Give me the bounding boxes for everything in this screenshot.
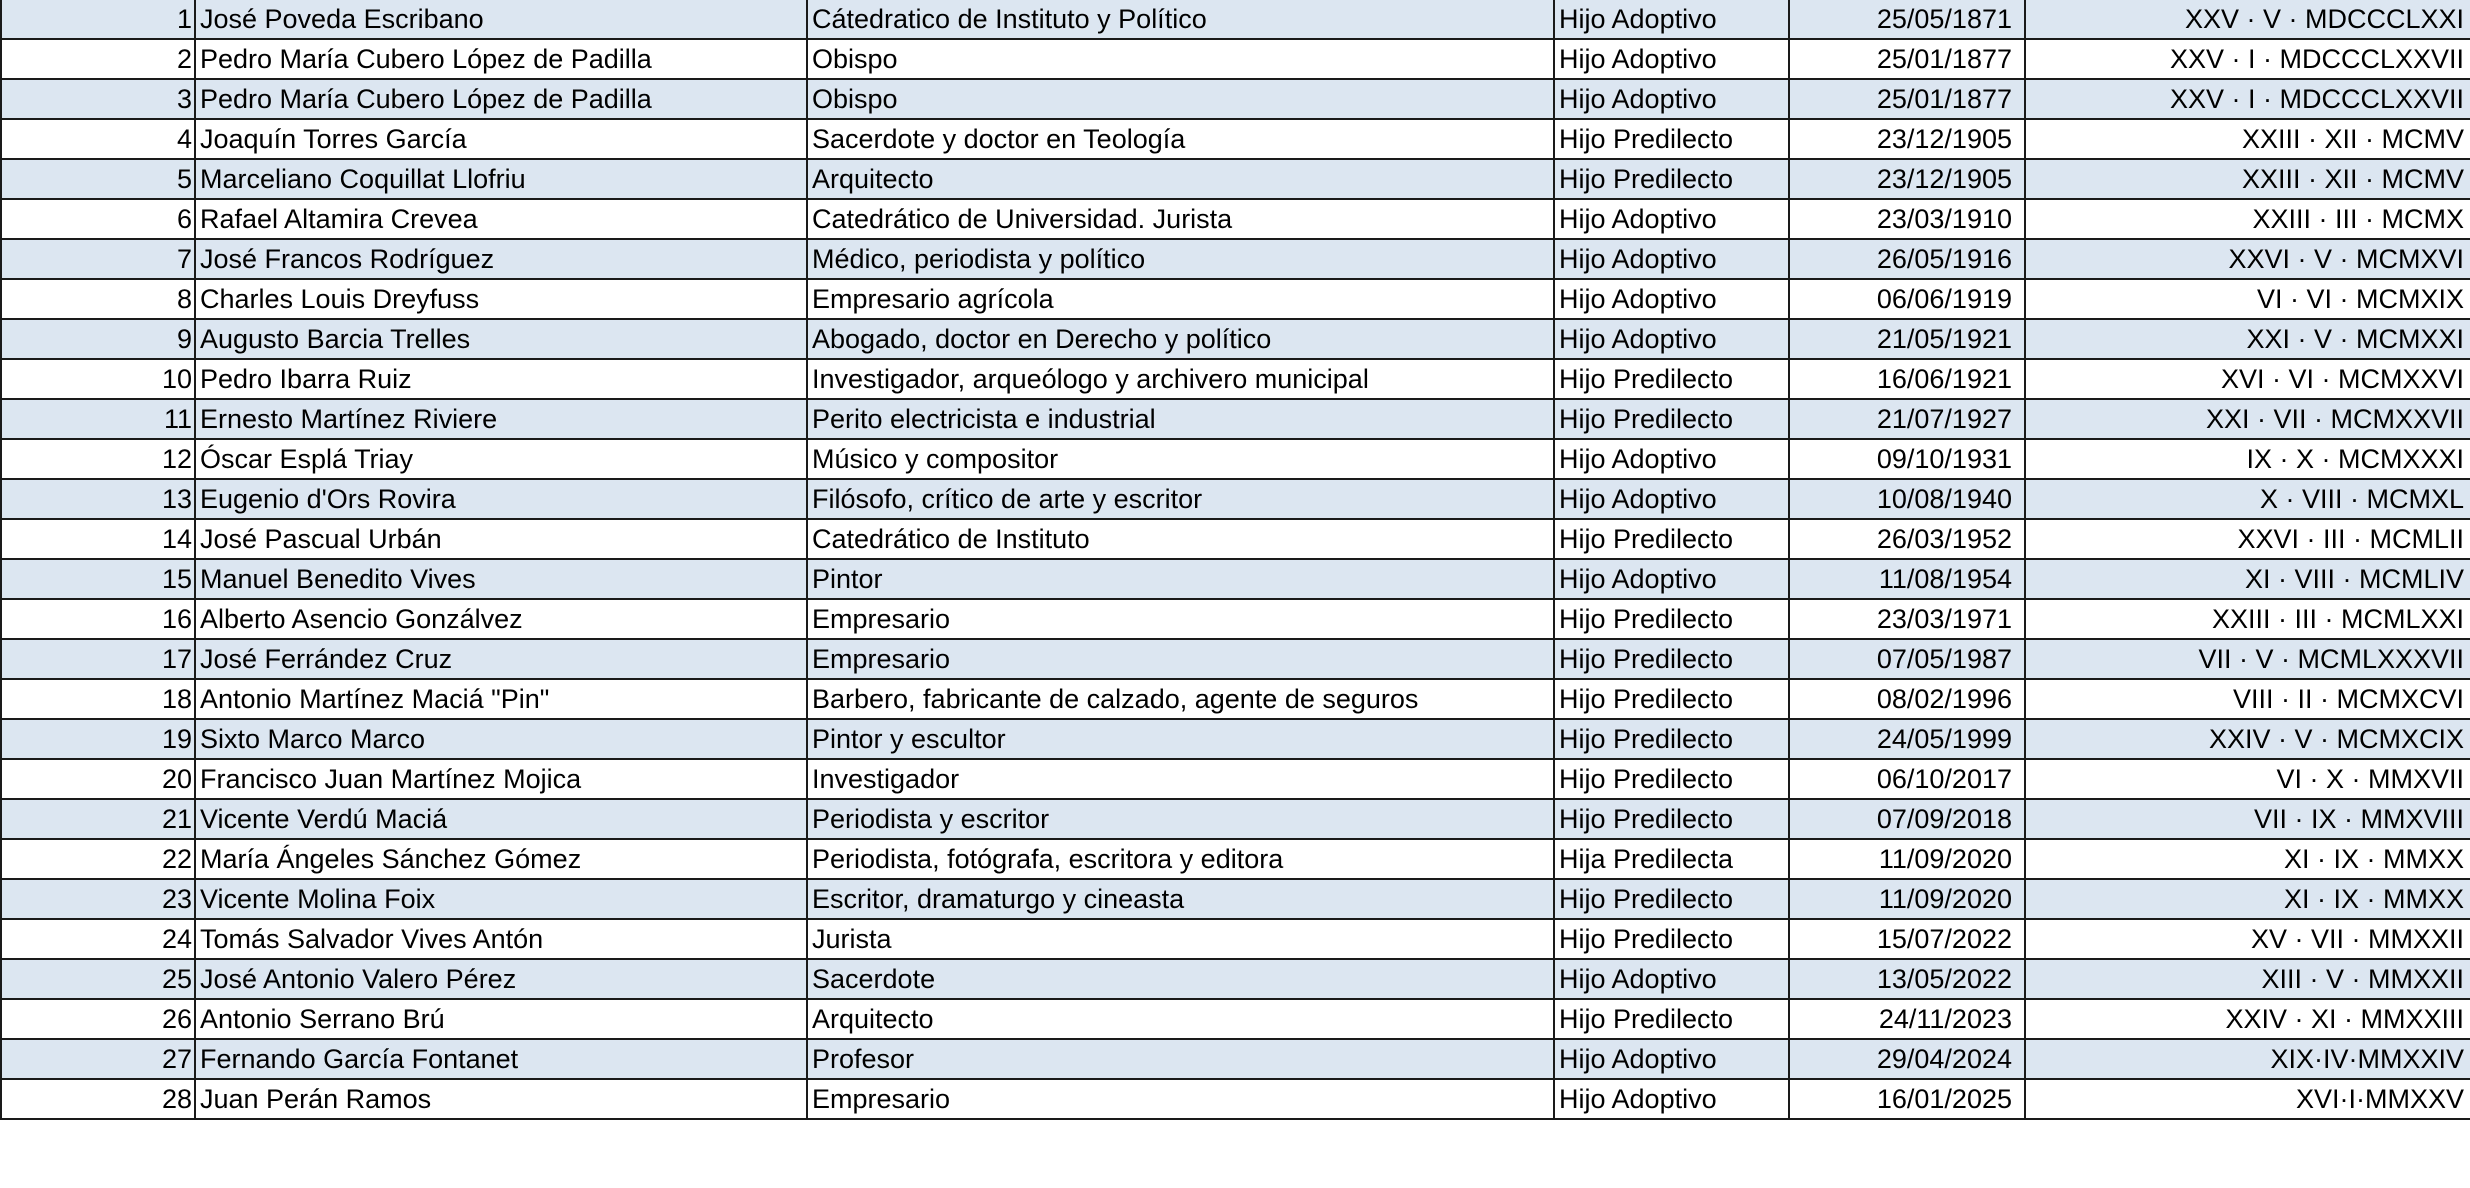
roman-date-cell[interactable]: XVI·I·MMXXV: [2025, 1079, 2470, 1119]
name-cell[interactable]: Pedro María Cubero López de Padilla: [195, 39, 807, 79]
date-cell[interactable]: 24/11/2023: [1789, 999, 2025, 1039]
date-cell[interactable]: 25/01/1877: [1789, 79, 2025, 119]
profession-cell[interactable]: Empresario: [807, 599, 1554, 639]
profession-cell[interactable]: Profesor: [807, 1039, 1554, 1079]
table-row: [1, 919, 2470, 959]
table-row: [1, 519, 2470, 559]
table-row: [1, 279, 2470, 319]
name-cell[interactable]: Charles Louis Dreyfuss: [195, 279, 807, 319]
title-cell[interactable]: Hijo Adoptivo: [1554, 0, 1789, 39]
profession-cell[interactable]: Empresario agrícola: [807, 279, 1554, 319]
row-number-cell[interactable]: 18: [1, 679, 195, 719]
roman-date-cell[interactable]: VI · X · MMXVII: [2025, 759, 2470, 799]
table-row: [1, 479, 2470, 519]
date-cell[interactable]: 11/09/2020: [1789, 879, 2025, 919]
row-number-cell[interactable]: 13: [1, 479, 195, 519]
title-cell[interactable]: Hijo Adoptivo: [1554, 439, 1789, 479]
table-row: [1, 879, 2470, 919]
table-row: [1, 839, 2470, 879]
roman-date-cell[interactable]: IX · X · MCMXXXI: [2025, 439, 2470, 479]
table-row: [1, 79, 2470, 119]
title-cell[interactable]: Hijo Predilecto: [1554, 879, 1789, 919]
name-cell[interactable]: Vicente Verdú Maciá: [195, 799, 807, 839]
table-row: [1, 119, 2470, 159]
date-cell[interactable]: 25/01/1877: [1789, 39, 2025, 79]
row-number-cell[interactable]: 24: [1, 919, 195, 959]
table-row: [1, 999, 2470, 1039]
table-row: [1, 719, 2470, 759]
name-cell[interactable]: Alberto Asencio Gonzálvez: [195, 599, 807, 639]
roman-date-cell[interactable]: XXIV · XI · MMXXIII: [2025, 999, 2470, 1039]
roman-date-cell[interactable]: XI · VIII · MCMLIV: [2025, 559, 2470, 599]
name-cell[interactable]: Marceliano Coquillat Llofriu: [195, 159, 807, 199]
name-cell[interactable]: Manuel Benedito Vives: [195, 559, 807, 599]
name-cell[interactable]: Antonio Martínez Maciá "Pin": [195, 679, 807, 719]
date-cell[interactable]: 06/06/1919: [1789, 279, 2025, 319]
profession-cell[interactable]: Obispo: [807, 39, 1554, 79]
table-row: [1, 199, 2470, 239]
date-cell[interactable]: 15/07/2022: [1789, 919, 2025, 959]
roman-date-cell[interactable]: VII · V · MCMLXXXVII: [2025, 639, 2470, 679]
roman-date-cell[interactable]: XXVI · III · MCMLII: [2025, 519, 2470, 559]
table-row: [1, 1079, 2470, 1119]
title-cell[interactable]: Hijo Predilecto: [1554, 519, 1789, 559]
roman-date-cell[interactable]: XXIV · V · MCMXCIX: [2025, 719, 2470, 759]
title-cell[interactable]: Hijo Adoptivo: [1554, 479, 1789, 519]
table-row: [1, 959, 2470, 999]
title-cell[interactable]: Hijo Predilecto: [1554, 119, 1789, 159]
title-cell[interactable]: Hijo Predilecto: [1554, 719, 1789, 759]
roman-date-cell[interactable]: XVI · VI · MCMXXVI: [2025, 359, 2470, 399]
roman-date-cell[interactable]: XXI · V · MCMXXI: [2025, 319, 2470, 359]
name-cell[interactable]: José Poveda Escribano: [195, 0, 807, 39]
date-cell[interactable]: 25/05/1871: [1789, 0, 2025, 39]
roman-date-cell[interactable]: XXV · I · MDCCCLXXVII: [2025, 39, 2470, 79]
date-cell[interactable]: 08/02/1996: [1789, 679, 2025, 719]
row-number-cell[interactable]: 21: [1, 799, 195, 839]
date-cell[interactable]: 23/12/1905: [1789, 159, 2025, 199]
title-cell[interactable]: Hijo Predilecto: [1554, 639, 1789, 679]
title-cell[interactable]: Hijo Adoptivo: [1554, 199, 1789, 239]
row-number-cell[interactable]: 6: [1, 199, 195, 239]
title-cell[interactable]: Hijo Predilecto: [1554, 159, 1789, 199]
title-cell[interactable]: Hijo Predilecto: [1554, 799, 1789, 839]
profession-cell[interactable]: Obispo: [807, 79, 1554, 119]
name-cell[interactable]: Francisco Juan Martínez Mojica: [195, 759, 807, 799]
table-row: [1, 759, 2470, 799]
name-cell[interactable]: Vicente Molina Foix: [195, 879, 807, 919]
date-cell[interactable]: 21/05/1921: [1789, 319, 2025, 359]
profession-cell[interactable]: Cátedratico de Instituto y Político: [807, 0, 1554, 39]
roman-date-cell[interactable]: XV · VII · MMXXII: [2025, 919, 2470, 959]
title-cell[interactable]: Hijo Adoptivo: [1554, 239, 1789, 279]
date-cell[interactable]: 23/03/1971: [1789, 599, 2025, 639]
row-number-cell[interactable]: 20: [1, 759, 195, 799]
table-row: [1, 359, 2470, 399]
roman-date-cell[interactable]: XXV · I · MDCCCLXXVII: [2025, 79, 2470, 119]
profession-cell[interactable]: Periodista, fotógrafa, escritora y editora: [807, 839, 1554, 879]
title-cell[interactable]: Hijo Predilecto: [1554, 999, 1789, 1039]
date-cell[interactable]: 10/08/1940: [1789, 479, 2025, 519]
table-row: [1, 159, 2470, 199]
date-cell[interactable]: 07/09/2018: [1789, 799, 2025, 839]
date-cell[interactable]: 11/08/1954: [1789, 559, 2025, 599]
roman-date-cell[interactable]: XXIII · III · MCMX: [2025, 199, 2470, 239]
title-cell[interactable]: Hijo Predilecto: [1554, 359, 1789, 399]
name-cell[interactable]: José Francos Rodríguez: [195, 239, 807, 279]
profession-cell[interactable]: Catedrático de Universidad. Jurista: [807, 199, 1554, 239]
profession-cell[interactable]: Investigador, arqueólogo y archivero municipal: [807, 359, 1554, 399]
row-number-cell[interactable]: 16: [1, 599, 195, 639]
name-cell[interactable]: Sixto Marco Marco: [195, 719, 807, 759]
row-number-cell[interactable]: 8: [1, 279, 195, 319]
roman-date-cell[interactable]: VIII · II · MCMXCVI: [2025, 679, 2470, 719]
profession-cell[interactable]: Jurista: [807, 919, 1554, 959]
row-number-cell[interactable]: 26: [1, 999, 195, 1039]
name-cell[interactable]: Pedro María Cubero López de Padilla: [195, 79, 807, 119]
date-cell[interactable]: 07/05/1987: [1789, 639, 2025, 679]
row-number-cell[interactable]: 15: [1, 559, 195, 599]
date-cell[interactable]: 26/05/1916: [1789, 239, 2025, 279]
table-row: [1, 439, 2470, 479]
name-cell[interactable]: Joaquín Torres García: [195, 119, 807, 159]
roman-date-cell[interactable]: XXVI · V · MCMXVI: [2025, 239, 2470, 279]
table-row: [1, 1039, 2470, 1079]
name-cell[interactable]: José Pascual Urbán: [195, 519, 807, 559]
profession-cell[interactable]: Perito electricista e industrial: [807, 399, 1554, 439]
date-cell[interactable]: 09/10/1931: [1789, 439, 2025, 479]
title-cell[interactable]: Hijo Adoptivo: [1554, 559, 1789, 599]
roman-date-cell[interactable]: XI · IX · MMXX: [2025, 879, 2470, 919]
date-cell[interactable]: 23/03/1910: [1789, 199, 2025, 239]
title-cell[interactable]: Hijo Adoptivo: [1554, 79, 1789, 119]
row-number-cell[interactable]: 2: [1, 39, 195, 79]
date-cell[interactable]: 24/05/1999: [1789, 719, 2025, 759]
row-number-cell[interactable]: 25: [1, 959, 195, 999]
name-cell[interactable]: José Antonio Valero Pérez: [195, 959, 807, 999]
date-cell[interactable]: 13/05/2022: [1789, 959, 2025, 999]
name-cell[interactable]: Eugenio d'Ors Rovira: [195, 479, 807, 519]
profession-cell[interactable]: Arquitecto: [807, 999, 1554, 1039]
row-number-cell[interactable]: 7: [1, 239, 195, 279]
date-cell[interactable]: 06/10/2017: [1789, 759, 2025, 799]
name-cell[interactable]: Ernesto Martínez Riviere: [195, 399, 807, 439]
roman-date-cell[interactable]: XXIII · XII · MCMV: [2025, 159, 2470, 199]
table-body: [1, 0, 2470, 1119]
row-number-cell[interactable]: 1: [1, 0, 195, 39]
profession-cell[interactable]: Sacerdote y doctor en Teología: [807, 119, 1554, 159]
title-cell[interactable]: Hijo Adoptivo: [1554, 1039, 1789, 1079]
roman-date-cell[interactable]: X · VIII · MCMXL: [2025, 479, 2470, 519]
table-row: [1, 599, 2470, 639]
date-cell[interactable]: 11/09/2020: [1789, 839, 2025, 879]
title-cell[interactable]: Hijo Predilecto: [1554, 759, 1789, 799]
row-number-cell[interactable]: 14: [1, 519, 195, 559]
date-cell[interactable]: 29/04/2024: [1789, 1039, 2025, 1079]
table-row: [1, 679, 2470, 719]
row-number-cell[interactable]: 9: [1, 319, 195, 359]
profession-cell[interactable]: Músico y compositor: [807, 439, 1554, 479]
profession-cell[interactable]: Pintor: [807, 559, 1554, 599]
profession-cell[interactable]: Sacerdote: [807, 959, 1554, 999]
row-number-cell[interactable]: 11: [1, 399, 195, 439]
date-cell[interactable]: 26/03/1952: [1789, 519, 2025, 559]
date-cell[interactable]: 23/12/1905: [1789, 119, 2025, 159]
row-number-cell[interactable]: 27: [1, 1039, 195, 1079]
profession-cell[interactable]: Barbero, fabricante de calzado, agente de seguros: [807, 679, 1554, 719]
roman-date-cell[interactable]: VI · VI · MCMXIX: [2025, 279, 2470, 319]
table-row: [1, 39, 2470, 79]
table-row: [1, 559, 2470, 599]
title-cell[interactable]: Hijo Adoptivo: [1554, 39, 1789, 79]
table-row: [1, 799, 2470, 839]
profession-cell[interactable]: Investigador: [807, 759, 1554, 799]
row-number-cell[interactable]: 3: [1, 79, 195, 119]
table-row: [1, 0, 2470, 39]
table-row: [1, 239, 2470, 279]
table-row: [1, 639, 2470, 679]
table-row: [1, 399, 2470, 439]
profession-cell[interactable]: Pintor y escultor: [807, 719, 1554, 759]
title-cell[interactable]: Hijo Predilecto: [1554, 679, 1789, 719]
name-cell[interactable]: Antonio Serrano Brú: [195, 999, 807, 1039]
profession-cell[interactable]: Médico, periodista y político: [807, 239, 1554, 279]
roman-date-cell[interactable]: XXIII · XII · MCMV: [2025, 119, 2470, 159]
row-number-cell[interactable]: 4: [1, 119, 195, 159]
roman-date-cell[interactable]: XXV · V · MDCCCLXXI: [2025, 0, 2470, 39]
row-number-cell[interactable]: 12: [1, 439, 195, 479]
date-cell[interactable]: 21/07/1927: [1789, 399, 2025, 439]
date-cell[interactable]: 16/06/1921: [1789, 359, 2025, 399]
profession-cell[interactable]: Periodista y escritor: [807, 799, 1554, 839]
row-number-cell[interactable]: 5: [1, 159, 195, 199]
roman-date-cell[interactable]: VII · IX · MMXVIII: [2025, 799, 2470, 839]
name-cell[interactable]: Pedro Ibarra Ruiz: [195, 359, 807, 399]
name-cell[interactable]: Rafael Altamira Crevea: [195, 199, 807, 239]
title-cell[interactable]: Hijo Predilecto: [1554, 599, 1789, 639]
title-cell[interactable]: Hijo Predilecto: [1554, 919, 1789, 959]
title-cell[interactable]: Hijo Predilecto: [1554, 399, 1789, 439]
title-cell[interactable]: Hijo Adoptivo: [1554, 279, 1789, 319]
roman-date-cell[interactable]: XXI · VII · MCMXXVII: [2025, 399, 2470, 439]
row-number-cell[interactable]: 17: [1, 639, 195, 679]
profession-cell[interactable]: Empresario: [807, 1079, 1554, 1119]
name-cell[interactable]: Fernando García Fontanet: [195, 1039, 807, 1079]
profession-cell[interactable]: Catedrático de Instituto: [807, 519, 1554, 559]
title-cell[interactable]: Hijo Adoptivo: [1554, 959, 1789, 999]
profession-cell[interactable]: Abogado, doctor en Derecho y político: [807, 319, 1554, 359]
name-cell[interactable]: Juan Perán Ramos: [195, 1079, 807, 1119]
profession-cell[interactable]: Empresario: [807, 639, 1554, 679]
row-number-cell[interactable]: 10: [1, 359, 195, 399]
row-number-cell[interactable]: 23: [1, 879, 195, 919]
roman-date-cell[interactable]: XIX·IV·MMXXIV: [2025, 1039, 2470, 1079]
title-cell[interactable]: Hija Predilecta: [1554, 839, 1789, 879]
name-cell[interactable]: Óscar Esplá Triay: [195, 439, 807, 479]
name-cell[interactable]: Tomás Salvador Vives Antón: [195, 919, 807, 959]
title-cell[interactable]: Hijo Adoptivo: [1554, 1079, 1789, 1119]
name-cell[interactable]: María Ángeles Sánchez Gómez: [195, 839, 807, 879]
profession-cell[interactable]: Filósofo, crítico de arte y escritor: [807, 479, 1554, 519]
title-cell[interactable]: Hijo Adoptivo: [1554, 319, 1789, 359]
roman-date-cell[interactable]: XXIII · III · MCMLXXI: [2025, 599, 2470, 639]
row-number-cell[interactable]: 22: [1, 839, 195, 879]
roman-date-cell[interactable]: XI · IX · MMXX: [2025, 839, 2470, 879]
profession-cell[interactable]: Escritor, dramaturgo y cineasta: [807, 879, 1554, 919]
table-row: [1, 319, 2470, 359]
name-cell[interactable]: José Ferrández Cruz: [195, 639, 807, 679]
date-cell[interactable]: 16/01/2025: [1789, 1079, 2025, 1119]
profession-cell[interactable]: Arquitecto: [807, 159, 1554, 199]
name-cell[interactable]: Augusto Barcia Trelles: [195, 319, 807, 359]
roman-date-cell[interactable]: XIII · V · MMXXII: [2025, 959, 2470, 999]
row-number-cell[interactable]: 28: [1, 1079, 195, 1119]
row-number-cell[interactable]: 19: [1, 719, 195, 759]
